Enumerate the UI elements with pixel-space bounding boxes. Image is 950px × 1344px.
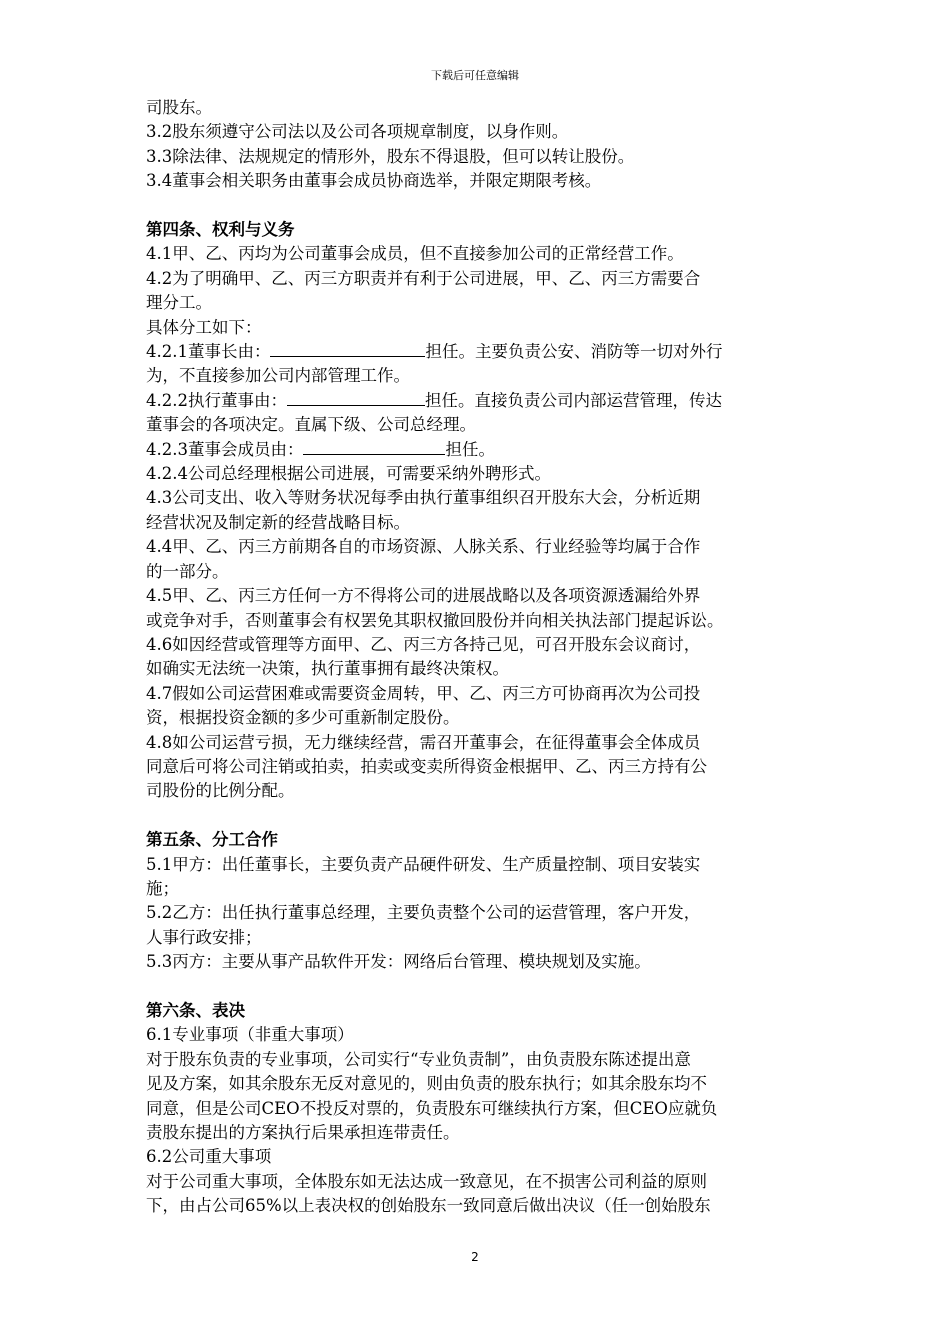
clause-text: 4.2.1董事长由： [146,342,271,362]
clause-text: 担任。 [445,439,495,459]
clause-5-1: 5.1甲方：出任董事长，主要负责产品硬件研发、生产质量控制、项目安装实 [146,854,701,874]
paragraph-line: 施； [146,878,179,898]
paragraph-line: 经营状况及制定新的经营战略目标。 [146,512,410,532]
header-note: 下载后可任意编辑 [431,69,519,82]
paragraph-line: 的一部分。 [146,561,229,581]
fill-in-blank [287,389,425,406]
section-heading-6: 第六条、表决 [146,1000,245,1020]
document-body [146,96,810,1219]
clause-text: 担任。主要负责公安、消防等一切对外行 [425,342,723,362]
paragraph-line: 理分工。 [146,293,212,313]
section-heading-4: 第四条、权利与义务 [146,220,295,240]
clause-4-4: 4.4甲、乙、丙三方前期各自的市场资源、人脉关系、行业经验等均属于合作 [146,537,701,557]
fill-in-blank [303,438,445,455]
clause-4-1: 4.1甲、乙、丙均为公司董事会成员，但不直接参加公司的正常经营工作。 [146,244,684,264]
spacer [146,975,810,999]
paragraph-line: 对于公司重大事项，全体股东如无法达成一致意见，在不损害公司利益的原则 [146,1171,707,1191]
paragraph-line: 责股东提出的方案执行后果承担连带责任。 [146,1123,460,1143]
clause-4-2: 4.2为了明确甲、乙、丙三方职责并有利于公司进展，甲、乙、丙三方需要合 [146,268,701,288]
clause-6-2: 6.2公司重大事项 [146,1147,272,1167]
clause-4-2-3 [146,438,810,462]
paragraph-line: 如确实无法统一决策，执行董事拥有最终决策权。 [146,659,509,679]
clause-3-4: 3.4董事会相关职务由董事会成员协商选举，并限定期限考核。 [146,171,602,191]
paragraph-line: 资，根据投资金额的多少可重新制定股份。 [146,708,460,728]
paragraph-line: 同意，但是公司CEO不投反对票的，负责股东可继续执行方案，但CEO应就负 [146,1098,718,1118]
clause-text: 4.2.3董事会成员由： [146,439,304,459]
clause-4-3: 4.3公司支出、收入等财务状况每季由执行董事组织召开股东大会，分析近期 [146,488,701,508]
clause-6-1: 6.1专业事项（非重大事项） [146,1025,354,1045]
clause-4-6: 4.6如因经营或管理等方面甲、乙、丙三方各持己见，可召开股东会议商讨， [146,634,701,654]
fill-in-blank [270,340,425,357]
spacer [146,194,810,218]
clause-4-2-4: 4.2.4公司总经理根据公司进展，可需要采纳外聘形式。 [146,464,551,484]
clause-3-3: 3.3除法律、法规规定的情形外，股东不得退股，但可以转让股份。 [146,146,635,166]
clause-text: 担任。直接负责公司内部运营管理，传达 [424,390,722,410]
clause-4-2-2 [146,389,810,413]
paragraph-line: 下，由占公司65%以上表决权的创始股东一致同意后做出决议（任一创始股东 [146,1196,711,1216]
paragraph-line: 具体分工如下： [146,317,262,337]
clause-4-2-1 [146,340,810,364]
paragraph-line: 或竞争对手，否则董事会有权罢免其职权撤回股份并向相关执法部门提起诉讼。 [146,610,724,630]
page-number: 2 [471,1250,479,1264]
paragraph-line: 司股东。 [146,98,212,117]
paragraph-line: 董事会的各项决定。直属下级、公司总经理。 [146,415,476,435]
clause-4-8: 4.8如公司运营亏损，无力继续经营，需召开董事会，在征得董事会全体成员 [146,732,701,752]
paragraph-line: 同意后可将公司注销或拍卖，拍卖或变卖所得资金根据甲、乙、丙三方持有公 [146,756,707,776]
paragraph-line: 对于股东负责的专业事项，公司实行“专业负责制”，由负责股东陈述提出意 [146,1049,691,1069]
clause-3-2: 3.2股东须遵守公司法以及公司各项规章制度，以身作则。 [146,122,569,142]
clause-4-7: 4.7假如公司运营困难或需要资金周转，甲、乙、丙三方可协商再次为公司投 [146,683,701,703]
clause-4-5: 4.5甲、乙、丙三方任何一方不得将公司的进展战略以及各项资源透漏给外界 [146,586,701,606]
paragraph-line: 见及方案，如其余股东无反对意见的，则由负责的股东执行；如其余股东均不 [146,1074,707,1094]
spacer [146,804,810,828]
paragraph-line: 人事行政安排； [146,927,262,947]
paragraph-line: 为，不直接参加公司内部管理工作。 [146,366,410,386]
clause-5-2: 5.2乙方：出任执行董事总经理，主要负责整个公司的运营管理，客户开发， [146,903,701,923]
section-heading-5: 第五条、分工合作 [146,830,278,850]
clause-5-3: 5.3丙方：主要从事产品软件开发：网络后台管理、模块规划及实施。 [146,952,651,972]
paragraph-line: 司股份的比例分配。 [146,781,295,801]
clause-text: 4.2.2执行董事由： [146,390,287,410]
